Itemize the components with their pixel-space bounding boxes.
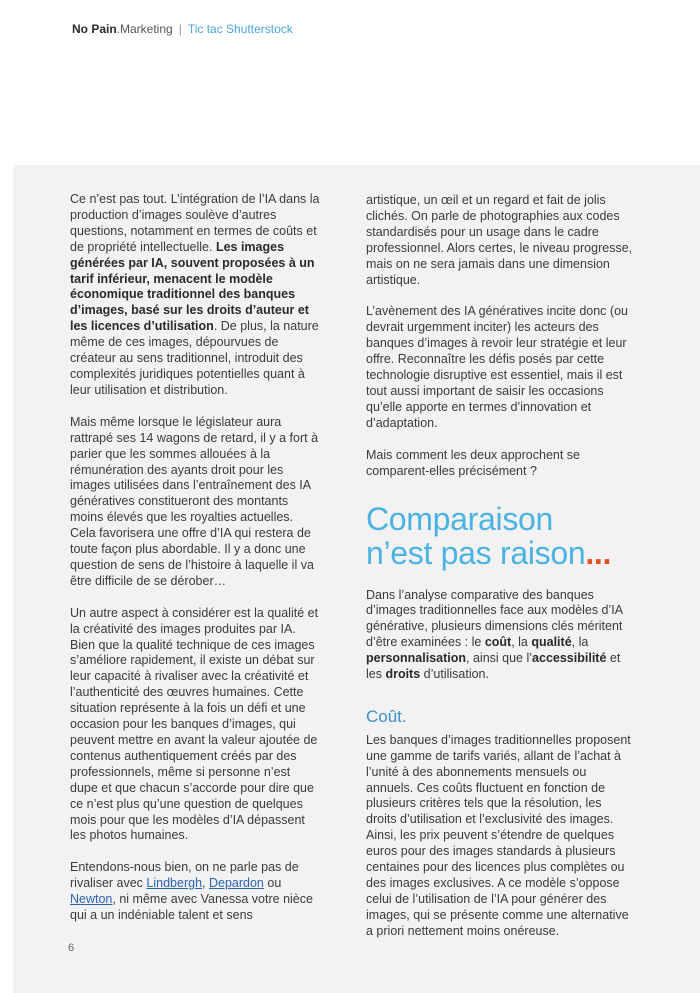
bold-text: Les images générées par IA, souvent proposées à un tarif inférieur, menacent le modèle économique traditionnel des banques d’images, basé sur les droits d’auteur et les licences d’utilisation: [70, 239, 315, 334]
subheading-cout: Coût.: [366, 706, 407, 726]
brand-light: .Marketing: [116, 22, 173, 36]
brand-logo: [72, 22, 173, 36]
brand-bold: No Pain: [72, 22, 117, 36]
link-newton[interactable]: Newton: [70, 892, 113, 907]
header-separator: |: [178, 22, 182, 36]
paragraph: Mais même lorsque le législateur aura rattrapé ses 14 wagons de retard, il y a fort à parier que les sommes allouées à la rémunération des ayants droit pour les images utilisées dans l’entraînement des IA génératives constitueront des montants moins élevés que les royalties actuelles. Cela favorisera une offre d’IA qui restera de toute façon plus abordable. Il y a donc une question de sens de l’histoire à laquelle il va être difficile de se dérober…: [70, 414, 319, 588]
page-header: [72, 22, 293, 36]
document-title: Tic tac Shutterstock: [187, 22, 293, 36]
section-title: Comparaison n’est pas raison...: [366, 500, 612, 571]
paragraph: artistique, un œil et un regard et fait de jolis clichés. On parle de photographies aux codes standardisés pour un usage dans le cadre professionnel. Alors certes, le niveau progresse, mais on ne sera jamais dans une dimension artistique.: [366, 193, 633, 287]
left-column: [70, 192, 320, 940]
paragraph: Mais comment les deux approchent se comparent-elles précisément ?: [366, 447, 580, 478]
link-lindbergh[interactable]: Lindbergh: [146, 876, 203, 891]
paragraph: Les banques d’images traditionnelles proposent une gamme de tarifs variés, allant de l’achat à l’unité à des abonnements mensuels ou annuels. Ces coûts fluctuent en fonction de plusieurs critères tels que la résolution, les droits d’utilisation et l’exclusivité des images. Ainsi, les prix peuvent s’étendre de quelques euros pour des images standards à plusieurs centaines pour des licences plus complètes ou des images exclusives. A ce modèle s’oppose celui de l’utilisation de l’IA pour générer des images, qui se présente comme une alternative a priori nettement moins onéreuse.: [366, 732, 631, 938]
paragraph: Entendons-nous bien, on ne parle pas de rivaliser avec Lindbergh, Depardon ou Newton, ni même avec Vanessa votre nièce qui a un indéniable talent et sens: [70, 860, 313, 923]
paragraph: L’avènement des IA génératives incite donc (ou devrait urgemment inciter) les acteurs des banques d’images à revoir leur stratégie et leur offre. Reconnaître les défis posés par cette technologie disruptive est essentiel, mais il est tout aussi important de saisir les occasions qu’elle apporte en termes d’innovation et d’adaptation.: [366, 304, 628, 430]
page-number: 6: [68, 942, 75, 954]
link-depardon[interactable]: Depardon: [208, 876, 264, 891]
paragraph: Un autre aspect à considérer est la qualité et la créativité des images produites par IA. Bien que la qualité technique de ces images s’améliore rapidement, il existe un débat sur leur capacité à rivaliser avec la créativité et l’authenticité des œuvres humaines. Cette situation représente à la fois un défi et une occasion pour les banques d’images, qui peuvent mettre en avant la valeur ajoutée de contenus authentiquement créés par des professionnels, même si personne n’est dupe et que chacun s’accorde pour dire que ce n’est plus qu’une question de quelques mois pour que les modèles d’IA dépassent les photos humaines.: [70, 605, 319, 843]
paragraph: Ce n’est pas tout. L’intégration de l’IA dans la production d’images soulève d’autres questions, notamment en termes de coûts et de propriété intellectuelle. Les images générées par IA, souvent proposées à un tarif inférieur, menacent le modèle économique traditionnel des banques d’images, basé sur les droits d’auteur et les licences d’utilisation. De plus, la nature même de ces images, dépourvues de créateur au sens traditionnel, introduit des complexités juridiques potentielles quant à leur utilisation et distribution.: [70, 192, 320, 397]
title-ellipsis: ...: [585, 534, 612, 571]
paragraph: Dans l’analyse comparative des banques d’images traditionnelles face aux modèles d’IA générative, plusieurs dimensions clés méritent d’être examinées : le coût, la qualité, la personnalisation, ainsi que l’accessibilité et les droits d’utilisation.: [366, 587, 623, 682]
right-column: [366, 193, 634, 956]
